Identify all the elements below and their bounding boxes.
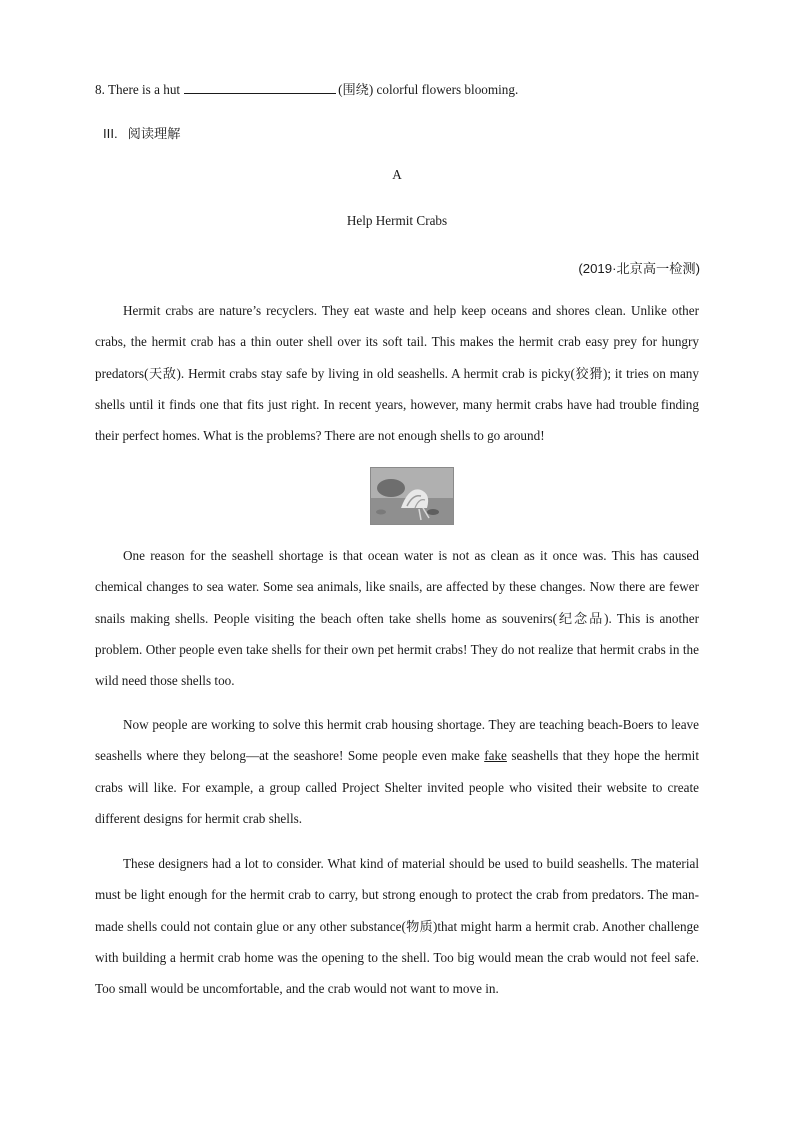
paragraph-3-part-1: Now people are working to solve this hermit crab housing shortage. They are teaching beach-Boers to leave seashells where they belong—at the seashore! Some people even make: [95, 717, 699, 764]
passage-source: (2019·北京高一检测): [578, 261, 700, 276]
section-heading: [103, 123, 180, 142]
underlined-word: fake: [484, 748, 507, 764]
question-8: [95, 79, 518, 98]
paragraph-3-part-2: seashells that they hope the hermit crabs will like. For example, a group called Project Shelter invited people who visited their website to create different designs for hermit crab shells.: [95, 748, 699, 826]
section-title: 阅读理解: [127, 126, 181, 141]
paragraph-4: These designers had a lot to consider. What kind of material should be used to build seashells. The material must be light enough for the hermit crab to carry, but strong enough to protect the crab from predators. The man-made shells could not contain glue or any other substance(物质)that might harm a hermit crab. Another challenge with building a hermit crab home was the opening to the shell. Too big would mean the crab would not feel safe. Too small would be uncomfortable, and the crab would not want to move in.: [95, 856, 699, 997]
passage-letter: A: [392, 167, 402, 182]
question-8-text-after: (围绕) colorful flowers blooming.: [338, 82, 519, 97]
hermit-crab-photo: [370, 467, 454, 525]
passage-title: Help Hermit Crabs: [346, 213, 448, 228]
paragraph-1: Hermit crabs are nature’s recyclers. They eat waste and help keep oceans and shores clean. Unlike other crabs, the hermit crab has a thin outer shell over its soft tail. This makes the hermit crab easy prey for hungry predators(天敌). Hermit crabs stay safe by living in old seashells. A hermit crab is picky(狡猾); it tries on many shells until it finds one that fits just right. In recent years, however, many hermit crabs have had trouble finding their perfect homes. What is the problems? There are not enough shells to go around!: [95, 303, 699, 444]
answer-blank[interactable]: [184, 82, 336, 94]
paragraph-3: [95, 709, 699, 834]
paragraph-2: One reason for the seashell shortage is that ocean water is not as clean as it once was. This has caused chemical changes to sea water. Some sea animals, like snails, are affected by these changes. Now there are fewer snails making shells. People visiting the beach often take shells home as souvenirs(纪念品). This is another problem. Other people even take shells for their own pet hermit crabs! They do not realize that hermit crabs in the wild need those shells too.: [95, 548, 699, 689]
section-number: III.: [103, 126, 118, 141]
question-8-text-before: 8. There is a hut: [95, 82, 181, 97]
